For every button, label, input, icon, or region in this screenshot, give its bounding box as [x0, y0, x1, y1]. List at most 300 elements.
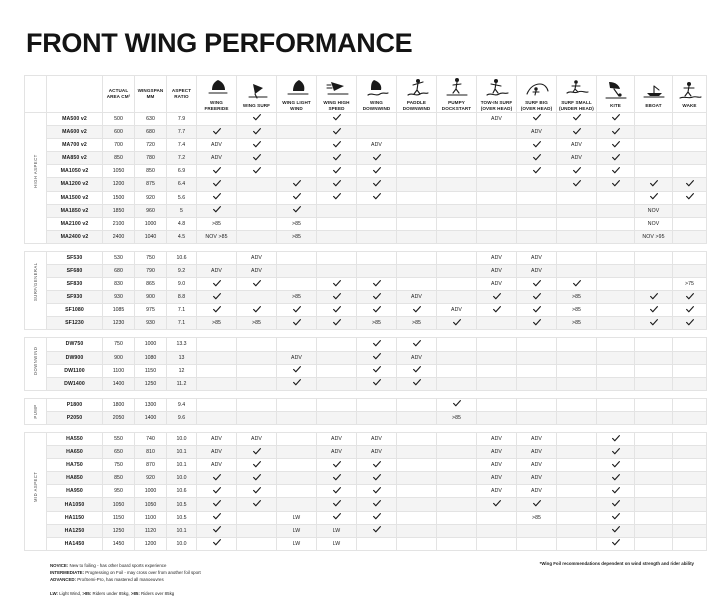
cell-kite — [597, 377, 635, 390]
cell-kite — [597, 251, 635, 264]
cell-surfsmall — [557, 165, 597, 178]
cell-surfbig: ADV — [517, 433, 557, 446]
wake-icon — [673, 79, 706, 101]
cell-highspeed — [317, 351, 357, 364]
cell-freeride: NOV >85 — [197, 230, 237, 243]
cell-wingsurf — [237, 139, 277, 152]
cell-pumpy — [437, 338, 477, 351]
cell-eboat — [635, 472, 673, 485]
cell-wake — [673, 433, 707, 446]
cell-lightwind — [277, 278, 317, 291]
cell-surfsmall — [557, 126, 597, 139]
cell-area: 700 — [103, 139, 135, 152]
header-label: SURF SMALL (UNDER HEAD) — [559, 100, 594, 111]
header-label: SURF BIG (OVER HEAD) — [520, 100, 553, 111]
cell-paddle — [397, 398, 437, 411]
cell-eboat — [635, 191, 673, 204]
cell-wingsurf: ADV — [237, 433, 277, 446]
cell-towin: ADV — [477, 485, 517, 498]
table-row — [25, 511, 707, 524]
cell-highspeed — [317, 217, 357, 230]
cell-lightwind — [277, 112, 317, 125]
cell-pumpy — [437, 511, 477, 524]
cell-lightwind — [277, 377, 317, 390]
cell-surfsmall — [557, 251, 597, 264]
cell-lightwind — [277, 178, 317, 191]
cell-wingsurf — [237, 338, 277, 351]
cell-wingsurf — [237, 278, 277, 291]
cell-wingspan: 875 — [135, 178, 167, 191]
cell-area: 1085 — [103, 304, 135, 317]
cell-aspect: 13.3 — [167, 338, 197, 351]
cell-downwind — [357, 126, 397, 139]
surf-small-icon — [557, 76, 596, 98]
cell-paddle: ADV — [397, 351, 437, 364]
cell-highspeed — [317, 178, 357, 191]
cell-pumpy — [437, 364, 477, 377]
cell-aspect: 11.2 — [167, 377, 197, 390]
table-row — [25, 230, 707, 243]
pumpy-dockstart-icon — [437, 76, 476, 98]
cell-wake — [673, 472, 707, 485]
cell-surfsmall — [557, 498, 597, 511]
cell-paddle — [397, 485, 437, 498]
table-row — [25, 498, 707, 511]
cell-model: MA500 v2 — [47, 112, 103, 125]
table-row — [25, 524, 707, 537]
cell-surfsmall — [557, 411, 597, 424]
cell-model: MA850 v2 — [47, 152, 103, 165]
header-label: WAKE — [682, 102, 697, 108]
cell-lightwind — [277, 498, 317, 511]
cell-lightwind — [277, 459, 317, 472]
cell-towin — [477, 411, 517, 424]
cell-eboat — [635, 152, 673, 165]
cell-surfsmall: >85 — [557, 291, 597, 304]
footnote-text: Pro/Semi-Pro, has mastered all manoeuvres — [76, 576, 164, 582]
cell-area: 600 — [103, 126, 135, 139]
cell-wingsurf — [237, 377, 277, 390]
cell-pumpy: >85 — [437, 411, 477, 424]
cell-lightwind — [277, 304, 317, 317]
cell-highspeed — [317, 338, 357, 351]
cell-paddle — [397, 178, 437, 191]
footnote-term: INTERMEDIATE: — [50, 569, 85, 575]
group-label-high-aspect: HIGH ASPECT — [25, 112, 47, 243]
cell-freeride: ADV — [197, 139, 237, 152]
table-body — [25, 112, 707, 550]
cell-area: 1500 — [103, 191, 135, 204]
cell-area: 1150 — [103, 511, 135, 524]
cell-wingsurf — [237, 217, 277, 230]
group-label-downwind: DOWNWIND — [25, 338, 47, 390]
cell-aspect: 10.1 — [167, 446, 197, 459]
cell-surfsmall — [557, 511, 597, 524]
cell-highspeed: LW — [317, 537, 357, 550]
cell-highspeed — [317, 152, 357, 165]
cell-kite — [597, 278, 635, 291]
paddle-downwind-icon — [397, 76, 436, 98]
cell-wake — [673, 191, 707, 204]
cell-downwind: ADV — [357, 433, 397, 446]
cell-downwind — [357, 291, 397, 304]
cell-aspect: 7.2 — [167, 152, 197, 165]
cell-model: MA1200 v2 — [47, 178, 103, 191]
cell-surfsmall — [557, 112, 597, 125]
cell-wingsurf — [237, 485, 277, 498]
cell-model: MA2100 v2 — [47, 217, 103, 230]
cell-wake — [673, 398, 707, 411]
cell-freeride — [197, 178, 237, 191]
cell-towin — [477, 217, 517, 230]
cell-surfsmall — [557, 278, 597, 291]
table-row — [25, 112, 707, 125]
cell-freeride: >85 — [197, 217, 237, 230]
cell-downwind — [357, 152, 397, 165]
cell-paddle — [397, 230, 437, 243]
cell-surfbig — [517, 377, 557, 390]
cell-model: HA1150 — [47, 511, 103, 524]
cell-surfbig — [517, 112, 557, 125]
cell-aspect: 10.0 — [167, 433, 197, 446]
cell-highspeed — [317, 398, 357, 411]
cell-kite — [597, 411, 635, 424]
cell-highspeed — [317, 204, 357, 217]
table-row — [25, 459, 707, 472]
cell-wingsurf — [237, 152, 277, 165]
cell-wake — [673, 459, 707, 472]
cell-wingsurf — [237, 351, 277, 364]
cell-paddle — [397, 459, 437, 472]
table-row — [25, 398, 707, 411]
footnote-text: New to foiling - has other board sports experience — [68, 562, 167, 568]
cell-lightwind — [277, 446, 317, 459]
table-row — [25, 485, 707, 498]
cell-downwind — [357, 351, 397, 364]
cell-downwind — [357, 411, 397, 424]
header-wingspan — [135, 76, 167, 113]
cell-wingsurf — [237, 524, 277, 537]
cell-surfsmall — [557, 472, 597, 485]
cell-aspect: 9.2 — [167, 264, 197, 277]
cell-highspeed: ADV — [317, 446, 357, 459]
cell-downwind — [357, 398, 397, 411]
wing-foil-disclaimer: *Wing Foil recommendations dependent on wind strength and rider ability — [539, 561, 694, 566]
legend-term-over: >85: — [130, 591, 140, 597]
cell-pumpy — [437, 178, 477, 191]
table-row — [25, 178, 707, 191]
cell-aspect: 10.6 — [167, 251, 197, 264]
eboat-icon — [635, 79, 672, 101]
cell-lightwind — [277, 152, 317, 165]
cell-surfsmall — [557, 459, 597, 472]
cell-eboat — [635, 112, 673, 125]
cell-pumpy — [437, 264, 477, 277]
cell-lightwind: LW — [277, 537, 317, 550]
kite-icon — [597, 79, 634, 101]
header-corner — [25, 76, 47, 113]
cell-wingsurf: >85 — [237, 317, 277, 330]
cell-area: 1450 — [103, 537, 135, 550]
cell-surfbig — [517, 524, 557, 537]
cell-eboat — [635, 264, 673, 277]
table-row — [25, 364, 707, 377]
cell-area: 1800 — [103, 398, 135, 411]
header-corner-model — [47, 76, 103, 113]
cell-aspect: 6.4 — [167, 178, 197, 191]
cell-surfsmall — [557, 524, 597, 537]
cell-area: 550 — [103, 433, 135, 446]
cell-area: 930 — [103, 291, 135, 304]
cell-wingspan: 920 — [135, 191, 167, 204]
cell-model: P1800 — [47, 398, 103, 411]
cell-surfsmall — [557, 364, 597, 377]
cell-downwind: ADV — [357, 446, 397, 459]
cell-freeride — [197, 485, 237, 498]
cell-model: MA1500 v2 — [47, 191, 103, 204]
cell-towin — [477, 139, 517, 152]
wing-surf-icon — [237, 79, 276, 101]
cell-eboat — [635, 251, 673, 264]
table-row — [25, 338, 707, 351]
legend-text-over: Riders over 85kg — [139, 591, 175, 597]
cell-towin — [477, 230, 517, 243]
cell-towin — [477, 511, 517, 524]
cell-surfbig — [517, 278, 557, 291]
cell-towin — [477, 317, 517, 330]
cell-area: 1230 — [103, 317, 135, 330]
cell-pumpy — [437, 446, 477, 459]
cell-downwind — [357, 377, 397, 390]
cell-freeride — [197, 165, 237, 178]
cell-wingspan: 720 — [135, 139, 167, 152]
cell-aspect: 4.5 — [167, 230, 197, 243]
table-row — [25, 446, 707, 459]
cell-wingspan: 790 — [135, 264, 167, 277]
footnote-intermediate — [50, 570, 480, 577]
cell-wingsurf — [237, 459, 277, 472]
cell-highspeed: LW — [317, 524, 357, 537]
footnote-novice — [50, 563, 480, 570]
cell-surfsmall: >85 — [557, 304, 597, 317]
cell-pumpy — [437, 317, 477, 330]
cell-aspect: 7.7 — [167, 126, 197, 139]
group-spacer — [25, 243, 707, 251]
cell-kite — [597, 498, 635, 511]
cell-paddle — [397, 204, 437, 217]
cell-kite — [597, 178, 635, 191]
cell-freeride: ADV — [197, 264, 237, 277]
cell-pumpy — [437, 433, 477, 446]
cell-aspect: 12 — [167, 364, 197, 377]
cell-surfsmall — [557, 338, 597, 351]
header-surfbig — [517, 76, 557, 113]
cell-eboat — [635, 178, 673, 191]
cell-paddle — [397, 112, 437, 125]
cell-area: 750 — [103, 338, 135, 351]
cell-wingspan: 1150 — [135, 364, 167, 377]
cell-wingspan: 1300 — [135, 398, 167, 411]
cell-surfsmall — [557, 264, 597, 277]
header-label: EBOAT — [645, 102, 662, 108]
header-wake — [673, 76, 707, 113]
cell-highspeed — [317, 191, 357, 204]
cell-area: 530 — [103, 251, 135, 264]
cell-kite — [597, 126, 635, 139]
cell-kite — [597, 139, 635, 152]
cell-surfsmall: ADV — [557, 152, 597, 165]
cell-highspeed — [317, 126, 357, 139]
cell-surfbig — [517, 217, 557, 230]
cell-freeride: ADV — [197, 459, 237, 472]
header-surfsmall — [557, 76, 597, 113]
cell-wake — [673, 291, 707, 304]
table-row — [25, 537, 707, 550]
cell-freeride — [197, 398, 237, 411]
cell-paddle — [397, 217, 437, 230]
cell-model: HA650 — [47, 446, 103, 459]
table-row — [25, 191, 707, 204]
cell-towin — [477, 498, 517, 511]
table-row — [25, 217, 707, 230]
header-freeride — [197, 76, 237, 113]
cell-kite — [597, 446, 635, 459]
cell-pumpy — [437, 472, 477, 485]
cell-wingsurf — [237, 511, 277, 524]
cell-surfbig — [517, 191, 557, 204]
cell-eboat — [635, 459, 673, 472]
cell-area: 850 — [103, 152, 135, 165]
cell-wake — [673, 217, 707, 230]
cell-lightwind — [277, 364, 317, 377]
cell-downwind — [357, 217, 397, 230]
cell-wingsurf — [237, 204, 277, 217]
cell-eboat: NOV — [635, 204, 673, 217]
cell-eboat — [635, 317, 673, 330]
cell-wingsurf — [237, 191, 277, 204]
cell-kite — [597, 152, 635, 165]
cell-surfsmall — [557, 485, 597, 498]
header-label: WING DOWNWIND — [362, 100, 391, 111]
cell-towin — [477, 126, 517, 139]
cell-highspeed — [317, 165, 357, 178]
cell-wake — [673, 126, 707, 139]
header-kite — [597, 76, 635, 113]
wing-freeride-icon — [197, 76, 236, 98]
cell-freeride — [197, 498, 237, 511]
cell-model: HA950 — [47, 485, 103, 498]
wing-downwind-icon — [357, 76, 396, 98]
cell-wingspan: 1000 — [135, 338, 167, 351]
cell-wingspan: 750 — [135, 251, 167, 264]
table-row — [25, 278, 707, 291]
header-downwind — [357, 76, 397, 113]
group-spacer — [25, 330, 707, 338]
cell-paddle — [397, 537, 437, 550]
cell-surfsmall — [557, 351, 597, 364]
cell-lightwind: >85 — [277, 230, 317, 243]
cell-pumpy — [437, 498, 477, 511]
cell-pumpy — [437, 204, 477, 217]
cell-paddle — [397, 126, 437, 139]
cell-downwind — [357, 191, 397, 204]
cell-surfbig — [517, 398, 557, 411]
cell-model: MA1850 v2 — [47, 204, 103, 217]
cell-lightwind — [277, 472, 317, 485]
header-pumpy — [437, 76, 477, 113]
cell-eboat — [635, 537, 673, 550]
cell-paddle — [397, 264, 437, 277]
cell-surfsmall — [557, 178, 597, 191]
cell-kite — [597, 433, 635, 446]
cell-surfbig — [517, 230, 557, 243]
cell-lightwind — [277, 338, 317, 351]
cell-freeride — [197, 278, 237, 291]
cell-eboat — [635, 351, 673, 364]
cell-freeride — [197, 191, 237, 204]
legend-term-under: >85: — [82, 591, 92, 597]
cell-highspeed — [317, 278, 357, 291]
footnote-advanced — [50, 577, 480, 584]
cell-wingspan: 1250 — [135, 377, 167, 390]
cell-paddle — [397, 165, 437, 178]
cell-downwind — [357, 537, 397, 550]
cell-downwind — [357, 524, 397, 537]
footnote-text: Progressing on Foil - may cross over from another foil sport — [84, 569, 201, 575]
cell-area: 1100 — [103, 364, 135, 377]
cell-eboat — [635, 411, 673, 424]
cell-downwind — [357, 304, 397, 317]
cell-wake — [673, 446, 707, 459]
cell-wingspan: 1050 — [135, 498, 167, 511]
cell-downwind — [357, 251, 397, 264]
header-label: PUMPY DOCKSTART — [441, 100, 472, 111]
cell-paddle — [397, 472, 437, 485]
cell-area: 1250 — [103, 524, 135, 537]
table-row — [25, 251, 707, 264]
cell-wingspan: 780 — [135, 152, 167, 165]
cell-wingspan: 1000 — [135, 485, 167, 498]
cell-freeride — [197, 377, 237, 390]
cell-model: MA600 v2 — [47, 126, 103, 139]
cell-wingsurf — [237, 537, 277, 550]
cell-paddle: >85 — [397, 317, 437, 330]
cell-towin: ADV — [477, 446, 517, 459]
cell-paddle — [397, 498, 437, 511]
cell-aspect: 10.5 — [167, 511, 197, 524]
cell-wake — [673, 304, 707, 317]
cell-freeride — [197, 291, 237, 304]
cell-downwind — [357, 165, 397, 178]
cell-eboat: NOV — [635, 217, 673, 230]
header-label: ACTUAL AREA CM² — [106, 88, 131, 99]
cell-lightwind: >85 — [277, 291, 317, 304]
cell-towin — [477, 364, 517, 377]
cell-pumpy — [437, 291, 477, 304]
cell-towin: ADV — [477, 459, 517, 472]
cell-area: 2400 — [103, 230, 135, 243]
cell-freeride — [197, 364, 237, 377]
surf-big-icon — [517, 76, 556, 98]
cell-lightwind: LW — [277, 524, 317, 537]
cell-wake — [673, 264, 707, 277]
table-row — [25, 264, 707, 277]
cell-kite — [597, 398, 635, 411]
cell-paddle — [397, 524, 437, 537]
cell-wingsurf: ADV — [237, 251, 277, 264]
cell-pumpy — [437, 217, 477, 230]
cell-model: SF930 — [47, 291, 103, 304]
